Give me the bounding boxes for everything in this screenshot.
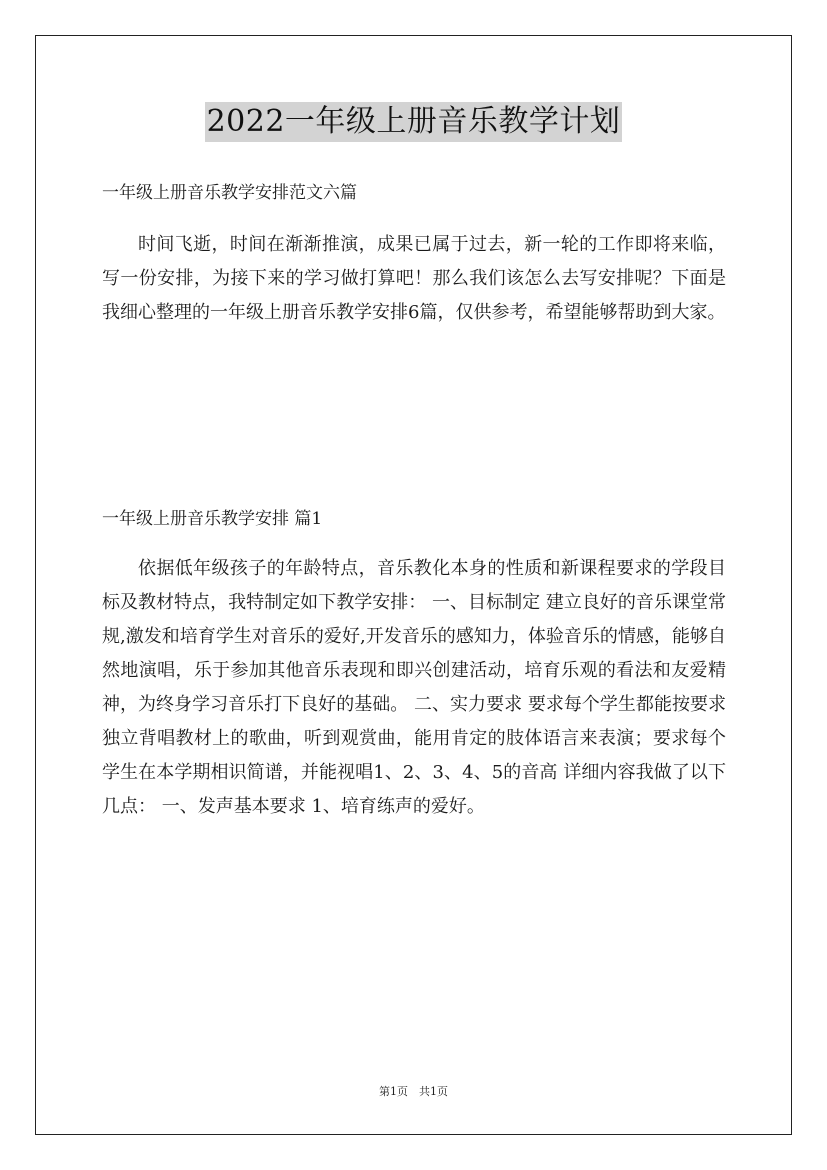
section-heading: 一年级上册音乐教学安排 篇1 <box>102 509 323 529</box>
body-paragraph: 依据低年级孩子的年龄特点，音乐教化本身的性质和新课程要求的学段目标及教材特点，我特制定如下教学安排： 一、目标制定 建立良好的音乐课堂常规,激发和培育学生对音乐的爱好,开发音乐的感知力，体验音乐的情感，能够自然地演唱，乐于参加其他音乐表现和即兴创建活动，培育乐观的看法和友爱精神，为终身学习音乐打下良好的基础。 二、实力要求 要求每个学生都能按要求独立背唱教材上的歌曲，听到观赏曲，能用肯定的肢体语言来表演；要求每个学生在本学期相识简谱，并能视唱1、2、3、4、5的音高 详细内容我做了以下几点： 一、发声基本要求 1、培育练声的爱好。 <box>102 558 726 817</box>
title-container <box>0 102 827 142</box>
document-title: 2022一年级上册音乐教学计划 <box>205 102 623 142</box>
intro-paragraph: 时间飞逝，时间在渐渐推演，成果已属于过去，新一轮的工作即将来临，写一份安排，为接下来的学习做打算吧！那么我们该怎么去写安排呢？下面是我细心整理的一年级上册音乐教学安排6篇，仅供参考，希望能够帮助到大家。 <box>102 234 726 323</box>
document-subtitle: 一年级上册音乐教学安排范文六篇 <box>102 183 357 203</box>
page-footer: 第1页 共1页 <box>379 1085 448 1098</box>
